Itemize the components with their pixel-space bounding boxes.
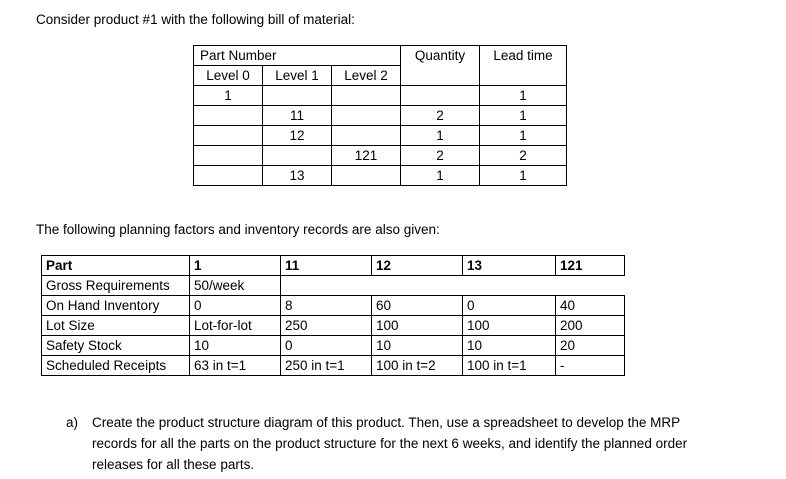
- bom-header-row-1: [194, 46, 567, 66]
- bom-cell-lead-time: 1: [480, 126, 567, 146]
- planning-header-part-13: 13: [463, 256, 556, 276]
- planning-row-safety-stock: [42, 336, 625, 356]
- bom-cell-quantity: 2: [401, 106, 480, 126]
- bom-cell-level0: [194, 126, 263, 146]
- bom-cell-level1: 12: [263, 126, 332, 146]
- bom-cell-lead-time: 2: [480, 146, 567, 166]
- planning-empty-cell: [281, 276, 625, 296]
- bom-cell-lead-time: 1: [480, 106, 567, 126]
- bom-row: [194, 166, 567, 186]
- bom-cell-level0: 1: [194, 86, 263, 106]
- planning-factors-table: [41, 255, 625, 376]
- bom-row: [194, 146, 567, 166]
- bom-cell-quantity: 1: [401, 126, 480, 146]
- planning-cell: 40: [556, 296, 625, 316]
- planning-cell: Lot-for-lot: [190, 316, 281, 336]
- part-number-header: Part Number: [194, 46, 401, 66]
- bom-cell-level2: 121: [332, 146, 401, 166]
- planning-header-part: Part: [42, 256, 190, 276]
- planning-cell: 250 in t=1: [281, 356, 372, 376]
- planning-cell: -: [556, 356, 625, 376]
- bom-row: [194, 86, 567, 106]
- planning-row-on-hand: [42, 296, 625, 316]
- planning-cell: 100: [372, 316, 463, 336]
- intro-text: Consider product #1 with the following bill of material:: [36, 12, 355, 27]
- bom-cell-level0: [194, 106, 263, 126]
- planning-cell: 10: [190, 336, 281, 356]
- planning-cell: 100: [463, 316, 556, 336]
- planning-header-part-121: 121: [556, 256, 625, 276]
- planning-cell: 0: [281, 336, 372, 356]
- question-text: Create the product structure diagram of this product. Then, use a spreadsheet to develop the MRP records for all the parts on the product structure for the next 6 weeks, and identify the planned order releases for all these parts.: [92, 415, 688, 472]
- planning-intro-text: The following planning factors and inventory records are also given:: [36, 222, 440, 237]
- planning-cell: 0: [463, 296, 556, 316]
- planning-cell: 50/week: [190, 276, 281, 296]
- bom-cell-quantity: [401, 86, 480, 106]
- bom-cell-level1: 13: [263, 166, 332, 186]
- bom-cell-level0: [194, 166, 263, 186]
- planning-cell: 60: [372, 296, 463, 316]
- planning-header-part-12: 12: [372, 256, 463, 276]
- planning-cell: 10: [372, 336, 463, 356]
- question-label: a): [66, 415, 79, 430]
- planning-row-label: Safety Stock: [42, 336, 190, 356]
- planning-row-gross-requirements: [42, 276, 625, 296]
- bill-of-material-table: [193, 45, 567, 186]
- question-a: [66, 412, 726, 475]
- planning-row-label: Gross Requirements: [42, 276, 190, 296]
- bom-cell-lead-time: 1: [480, 166, 567, 186]
- bom-header-row-2: [194, 66, 567, 86]
- planning-row-label: Scheduled Receipts: [42, 356, 190, 376]
- bom-cell-quantity: 2: [401, 146, 480, 166]
- lead-time-header-spacer: [480, 66, 567, 86]
- bom-cell-level2: [332, 126, 401, 146]
- planning-row-label: Lot Size: [42, 316, 190, 336]
- bom-cell-level2: [332, 166, 401, 186]
- bom-cell-level1: [263, 146, 332, 166]
- planning-header-row: [42, 256, 625, 276]
- planning-header-part-1: 1: [190, 256, 281, 276]
- planning-cell: 100 in t=2: [372, 356, 463, 376]
- bom-cell-quantity: 1: [401, 166, 480, 186]
- bom-cell-level2: [332, 106, 401, 126]
- planning-header-part-11: 11: [281, 256, 372, 276]
- planning-cell: 20: [556, 336, 625, 356]
- level1-header: Level 1: [263, 66, 332, 86]
- bom-row: [194, 106, 567, 126]
- bom-cell-level2: [332, 86, 401, 106]
- planning-cell: 10: [463, 336, 556, 356]
- bom-cell-lead-time: 1: [480, 86, 567, 106]
- planning-row-lot-size: [42, 316, 625, 336]
- planning-cell: 250: [281, 316, 372, 336]
- planning-cell: 63 in t=1: [190, 356, 281, 376]
- bom-cell-level0: [194, 146, 263, 166]
- planning-cell: 200: [556, 316, 625, 336]
- level2-header: Level 2: [332, 66, 401, 86]
- planning-cell: 100 in t=1: [463, 356, 556, 376]
- level0-header: Level 0: [194, 66, 263, 86]
- bom-cell-level1: [263, 86, 332, 106]
- planning-row-scheduled-receipts: [42, 356, 625, 376]
- planning-cell: 8: [281, 296, 372, 316]
- bom-row: [194, 126, 567, 146]
- planning-cell: 0: [190, 296, 281, 316]
- bom-cell-level1: 11: [263, 106, 332, 126]
- lead-time-header: Lead time: [480, 46, 567, 66]
- quantity-header-spacer: [401, 66, 480, 86]
- planning-row-label: On Hand Inventory: [42, 296, 190, 316]
- quantity-header: Quantity: [401, 46, 480, 66]
